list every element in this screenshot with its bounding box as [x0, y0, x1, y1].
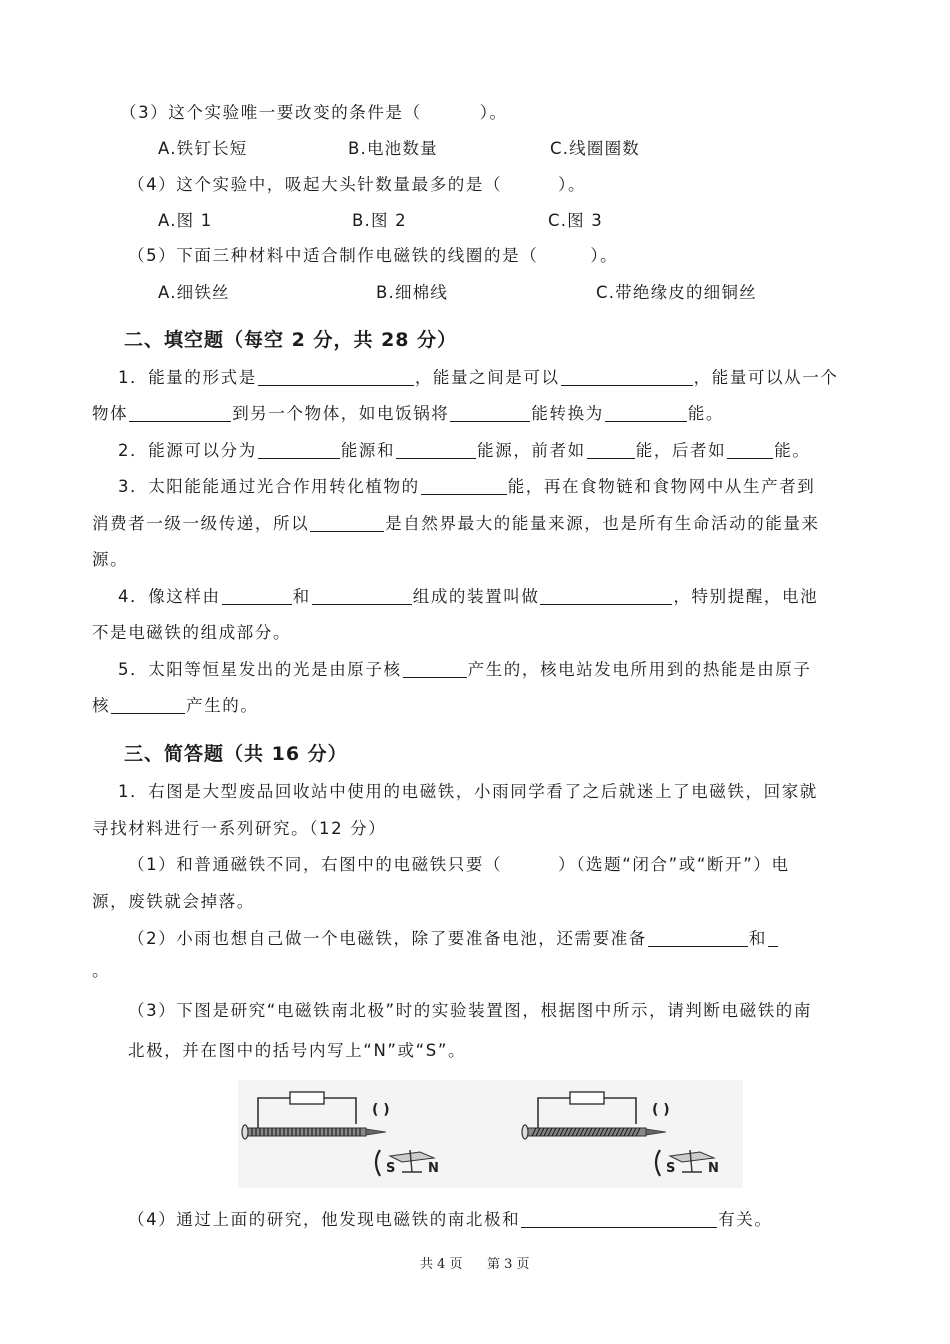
mc-q5-option-a: A.细铁丝: [158, 283, 230, 302]
compass-n-label: N: [428, 1161, 439, 1176]
fill-q1-line2: 物体 到另一个物体，如电饭锅将 能转换为 能。: [92, 404, 725, 423]
fill-q4-line2: 不是电磁铁的组成部分。: [92, 623, 292, 642]
blank[interactable]: [727, 441, 773, 459]
battery-icon: [290, 1092, 324, 1104]
pole-bracket: ( ): [372, 1102, 390, 1118]
sa-q1-line1: 1．右图是大型废品回收站中使用的电磁铁，小雨同学看了之后就迷上了电磁铁，回家就: [118, 782, 818, 801]
mc-q5-stem: （5）下面三种材料中适合制作电磁铁的线圈的是（ ）。: [128, 246, 619, 265]
sa-p3-line2: 北极，并在图中的括号内写上“N”或“S”。: [128, 1041, 467, 1060]
compass-s-label: S: [386, 1161, 396, 1176]
blank[interactable]: [111, 696, 185, 714]
fill-q3-line1: 3．太阳能能通过光合作用转化植物的 能，再在食物链和食物网中从生产者到: [118, 477, 816, 496]
blank[interactable]: [258, 368, 414, 386]
blank[interactable]: [312, 587, 412, 605]
section-fill-in-heading: 二、填空题（每空 2 分，共 28 分）: [124, 329, 458, 351]
mc-q4-option-b: B.图 2: [352, 211, 407, 230]
section-short-answer-heading: 三、简答题（共 16 分）: [124, 743, 348, 765]
sa-p3-line1: （3）下图是研究“电磁铁南北极”时的实验装置图，根据图中所示，请判断电磁铁的南: [128, 1001, 812, 1020]
fill-q4-line1: 4．像这样由 和 组成的装置叫做 ，特别提醒，电池: [118, 587, 819, 606]
blank[interactable]: [587, 441, 635, 459]
blank[interactable]: [768, 929, 778, 947]
mc-q5-option-b: B.细棉线: [376, 283, 449, 302]
blank[interactable]: [396, 441, 476, 459]
blank[interactable]: [540, 587, 672, 605]
fill-q1-line1: 1．能量的形式是 ，能量之间是可以 ，能量可以从一个: [118, 368, 839, 387]
electromagnet-experiment-diagram: [238, 1080, 743, 1188]
compass-s-label: S: [666, 1161, 676, 1176]
blank[interactable]: [561, 368, 693, 386]
sa-p2-line1: （2）小雨也想自己做一个电磁铁，除了要准备电池，还需要准备 和: [128, 928, 779, 950]
mc-q5-option-c: C.带绝缘皮的细铜丝: [596, 283, 757, 302]
fill-q2: 2．能源可以分为 能源和 能源，前者如 能，后者如 能。: [118, 441, 811, 460]
sa-p1-line1: （1）和普通磁铁不同，右图中的电磁铁只要（ ）（选题“闭合”或“断开”）电: [128, 855, 790, 874]
blank[interactable]: [450, 404, 530, 422]
sa-p1-line2: 源，废铁就会掉落。: [92, 892, 255, 911]
mc-q4-option-a: A.图 1: [158, 211, 213, 230]
mc-q4-option-c: C.图 3: [548, 211, 604, 230]
fill-q3-line2: 消费者一级一级传递，所以 是自然界最大的能量来源，也是所有生命活动的能量来: [92, 514, 820, 533]
pole-bracket: ( ): [652, 1102, 670, 1118]
blank[interactable]: [129, 404, 231, 422]
compass-n-label: N: [708, 1161, 719, 1176]
mc-q3-option-a: A.铁钉长短: [158, 139, 248, 158]
blank[interactable]: [648, 929, 748, 947]
fill-q5-line2: 核 产生的。: [92, 696, 259, 715]
fill-q3-line3: 源。: [92, 550, 129, 569]
blank[interactable]: [222, 587, 292, 605]
blank[interactable]: [310, 514, 384, 532]
mc-q4-stem: （4）这个实验中，吸起大头针数量最多的是（ ）。: [128, 175, 587, 194]
mc-q3-option-c: C.线圈圈数: [550, 139, 640, 158]
mc-q3-stem: （3）这个实验唯一要改变的条件是（ ）。: [120, 103, 508, 122]
battery-icon: [570, 1092, 604, 1104]
blank[interactable]: [403, 660, 467, 678]
blank[interactable]: [521, 1210, 717, 1228]
footer-page-number: 第 3 页: [487, 1257, 530, 1272]
blank[interactable]: [258, 441, 340, 459]
footer-total-pages: 共 4 页: [420, 1257, 463, 1272]
sa-p2-line2: 。: [92, 961, 111, 980]
sa-q1-line2: 寻找材料进行一系列研究。（12 分）: [92, 819, 387, 838]
blank[interactable]: [421, 477, 507, 495]
mc-q3-option-b: B.电池数量: [348, 139, 438, 158]
fill-q5-line1: 5．太阳等恒星发出的光是由原子核 产生的，核电站发电所用到的热能是由原子: [118, 660, 812, 679]
sa-p4: （4）通过上面的研究，他发现电磁铁的南北极和 有关。: [128, 1210, 773, 1229]
blank[interactable]: [605, 404, 687, 422]
